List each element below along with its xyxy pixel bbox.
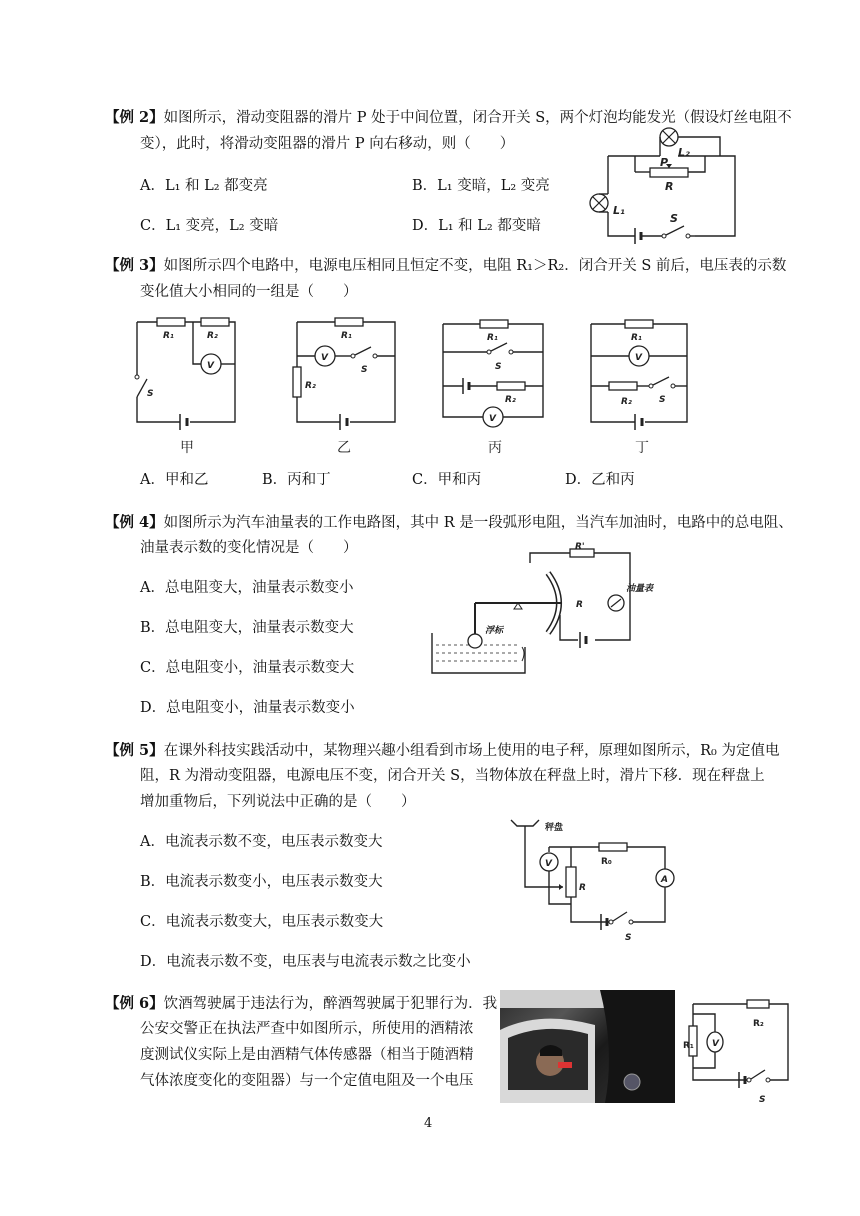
- yi-r2-icon: [293, 367, 301, 397]
- ex5-line2: 阻，R 为滑动变阻器，电源电压不变，闭合开关 S，当物体放在秤盘上时，滑片下移．现在秤盘上: [140, 768, 765, 784]
- ding-label-r2: R₂: [621, 397, 632, 407]
- ex3-option-c: C．甲和丙: [412, 472, 482, 488]
- yi-label-s: S: [361, 365, 368, 375]
- bing-r2-icon: [497, 382, 525, 390]
- ex5-line1: [105, 741, 779, 761]
- ex6-switch-icon: [751, 1070, 765, 1079]
- ex6-line3: 度测试仪实际上是由酒精气体传感器（相当于随酒精: [140, 1047, 474, 1063]
- ex4-option-b: B．总电阻变大，油量表示数变大: [140, 620, 354, 636]
- ex2-option-b: B．L₁ 变暗，L₂ 变亮: [412, 178, 550, 194]
- ex6-label-r1: R₁: [683, 1041, 694, 1051]
- ex2-option-a: A．L₁ 和 L₂ 都变亮: [140, 178, 268, 194]
- bing-label-r2: R₂: [505, 395, 516, 405]
- circuit-yi: [293, 318, 395, 456]
- yi-label-r2: R₂: [305, 381, 316, 391]
- ex5-tag: 【例 5】: [105, 742, 164, 759]
- ex3-option-d: D．乙和丙: [565, 472, 635, 488]
- ex4-option-c: C．总电阻变小，油量表示数变大: [140, 660, 355, 676]
- yi-label-r1: R₁: [341, 331, 352, 341]
- ex4-line1: [105, 513, 793, 533]
- ex3-option-a: A．甲和乙: [140, 472, 209, 488]
- label-pan: 秤盘: [545, 823, 564, 833]
- jia-label-s: S: [147, 389, 154, 399]
- label-l1: L₁: [613, 204, 625, 217]
- ex2-tag: 【例 2】: [105, 109, 164, 126]
- ex3-four-circuits: [125, 312, 705, 460]
- ex6-label-r2: R₂: [753, 1019, 764, 1029]
- page-number: 4: [424, 1116, 433, 1131]
- yi-label-v: V: [321, 353, 328, 363]
- rheostat-r-icon: [566, 867, 576, 897]
- label-r: R: [576, 600, 583, 610]
- float-icon: [468, 634, 482, 648]
- ex4-fuel-gauge-diagram: [430, 542, 654, 680]
- ex6-line1-text: 饮酒驾驶属于违法行为，醉酒驾驶属于犯罪行为．我: [163, 996, 498, 1012]
- ex6-alcohol-tester-circuit: [683, 996, 795, 1106]
- ex3-line1-text: 如图所示四个电路中，电源电压相同且恒定不变，电阻 R₁＞R₂．闭合开关 S 前后，电压表的示数: [163, 258, 787, 274]
- ex3-line1: [105, 256, 786, 276]
- circuit-bing: [443, 320, 543, 456]
- caption-yi: 乙: [337, 440, 351, 456]
- ex2-option-c: C．L₁ 变亮，L₂ 变暗: [140, 218, 279, 234]
- ex2-option-d: D．L₁ 和 L₂ 都变暗: [412, 218, 541, 234]
- yi-r1-icon: [335, 318, 363, 326]
- label-s: S: [670, 212, 678, 225]
- label-r: R: [665, 180, 674, 193]
- ex3-tag: 【例 3】: [105, 257, 164, 274]
- ex2-line1-text: 如图所示，滑动变阻器的滑片 P 处于中间位置，闭合开关 S，两个灯泡均能发光（假设灯丝电阻不: [163, 110, 792, 126]
- ex5-option-d: D．电流表示数不变，电压表与电流表示数之比变小: [140, 954, 471, 970]
- ex6-line2: 公安交警正在执法严查中如图所示，所使用的酒精浓: [140, 1021, 474, 1037]
- label-meter: 油量表: [626, 584, 654, 594]
- ex5-line1-text: 在课外科技实践活动中，某物理兴趣小组看到市场上使用的电子秤，原理如图所示，R₀ 为定值电: [163, 743, 780, 759]
- ex6-line1: [105, 994, 497, 1014]
- bing-r1-icon: [480, 320, 508, 328]
- scale-pan-icon: [511, 820, 539, 826]
- yi-switch-icon: [355, 347, 371, 355]
- resistor-r0-icon: [599, 843, 627, 851]
- ding-r2-icon: [609, 382, 637, 390]
- battery-icon: [635, 228, 641, 244]
- ex5-line3: 增加重物后，下列说法中正确的是（ ）: [140, 794, 416, 810]
- label-l2: L₂: [678, 146, 690, 159]
- label-r0: R₀: [601, 857, 612, 867]
- ex5-option-a: A．电流表示数不变，电压表示数变大: [140, 834, 383, 850]
- label-r: R: [579, 883, 586, 893]
- switch-icon: [662, 226, 690, 238]
- circuit-jia: [135, 318, 235, 456]
- label-float: 浮标: [485, 626, 504, 636]
- rheostat-icon: [650, 168, 688, 177]
- bing-label-r1: R₁: [487, 333, 498, 343]
- jia-r1-icon: [157, 318, 185, 326]
- jia-switch-icon: [137, 379, 147, 397]
- bing-label-s: S: [495, 362, 502, 372]
- ex5-scale-diagram: [505, 812, 680, 942]
- ex5-switch-icon: [613, 912, 627, 921]
- caption-bing: 丙: [488, 440, 502, 456]
- traffic-police-photo: [500, 990, 675, 1103]
- circuit-ding: [591, 320, 687, 456]
- ex4-tag: 【例 4】: [105, 514, 164, 531]
- label-rprime: R': [575, 542, 585, 552]
- ex5-label-a: A: [661, 875, 668, 885]
- lamp-l1-icon: [590, 194, 608, 212]
- ding-switch-icon: [653, 377, 669, 385]
- ex3-option-b: B．丙和丁: [262, 472, 331, 488]
- ding-label-r1: R₁: [631, 333, 642, 343]
- ex5-option-c: C．电流表示数变大，电压表示数变大: [140, 914, 384, 930]
- ding-label-s: S: [659, 395, 666, 405]
- label-p: P: [660, 156, 669, 169]
- lamp-l2-icon: [660, 128, 678, 146]
- breathalyzer-scene-image: [500, 990, 675, 1103]
- ex4-line2: 油量表示数的变化情况是（ ）: [140, 540, 358, 556]
- caption-ding: 丁: [635, 440, 649, 456]
- jia-label-r1: R₁: [163, 331, 174, 341]
- jia-r2-icon: [201, 318, 229, 326]
- ex2-line2: 变），此时，将滑动变阻器的滑片 P 向右移动，则（ ）: [140, 136, 515, 152]
- bing-switch-icon: [491, 343, 507, 351]
- caption-jia: 甲: [180, 440, 194, 456]
- ex6-tag: 【例 6】: [105, 995, 164, 1012]
- ex4-option-d: D．总电阻变小，油量表示数变小: [140, 700, 355, 716]
- ex5-option-b: B．电流表示数变小，电压表示数变大: [140, 874, 383, 890]
- ex5-label-s: S: [625, 933, 632, 943]
- jia-label-v: V: [207, 361, 214, 371]
- jia-label-r2: R₂: [207, 331, 218, 341]
- ex4-line1-text: 如图所示为汽车油量表的工作电路图，其中 R 是一段弧形电阻，当汽车加油时，电路中的总电阻、: [163, 515, 793, 531]
- ex3-line2: 变化值大小相同的一组是（ ）: [140, 284, 358, 300]
- ex4-option-a: A．总电阻变大，油量表示数变小: [140, 580, 354, 596]
- ex2-circuit-diagram: [580, 124, 745, 244]
- ex6-line4: 气体浓度变化的变阻器）与一个定值电阻及一个电压: [140, 1073, 474, 1089]
- ex5-label-v: V: [545, 859, 552, 869]
- bing-label-v: V: [489, 414, 496, 424]
- ding-label-v: V: [635, 353, 642, 363]
- ding-r1-icon: [625, 320, 653, 328]
- ex6-label-s: S: [759, 1095, 766, 1105]
- ex6-label-v: V: [712, 1039, 719, 1049]
- ex6-r2-icon: [747, 1000, 769, 1008]
